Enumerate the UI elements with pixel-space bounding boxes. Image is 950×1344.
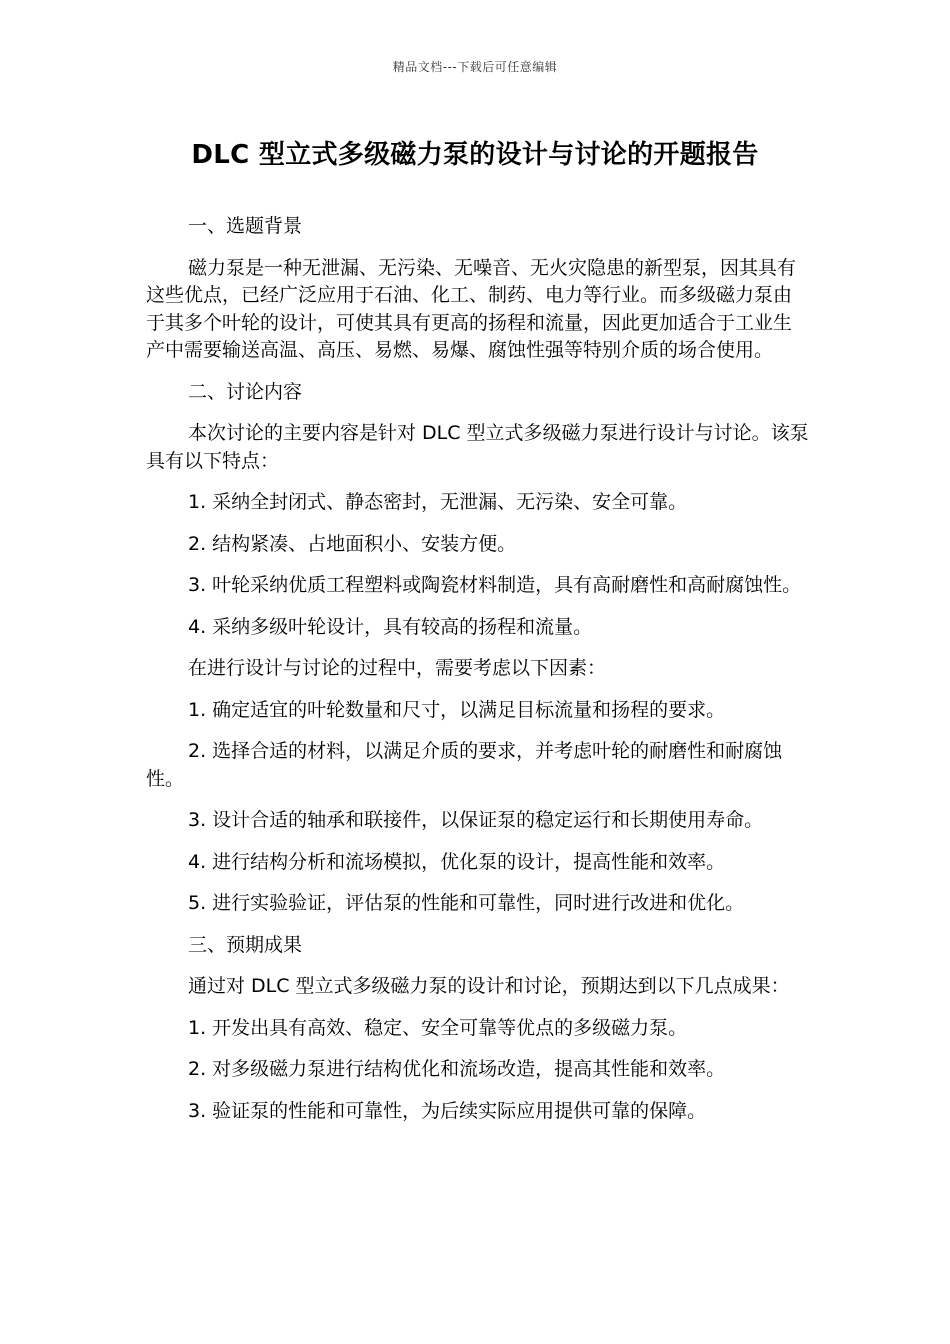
- section-heading: 二、讨论内容: [188, 380, 303, 403]
- paragraph: 2. 选择合适的材料，以满足介质的要求，并考虑叶轮的耐磨性和耐腐蚀性。: [146, 740, 783, 790]
- paragraph: 4. 采纳多级叶轮设计，具有较高的扬程和流量。: [188, 615, 593, 638]
- paragraph: 磁力泵是一种无泄漏、无污染、无噪音、无火灾隐患的新型泵，因其具有这些优点，已经广泛应用于石油、化工、制药、电力等行业。而多级磁力泵由于其多个叶轮的设计，可使其具有更高的扬程和流量，因此更加适合于工业生产中需要输送高温、高压、易燃、易爆、腐蚀性强等特别介质的场合使用。: [146, 256, 797, 361]
- paragraph: 2. 对多级磁力泵进行结构优化和流场改造，提高其性能和效率。: [188, 1058, 726, 1080]
- paragraph: 2. 结构紧凑、占地面积小、安装方便。: [188, 532, 517, 555]
- paragraph: 5. 进行实验验证，评估泵的性能和可靠性，同时进行改进和优化。: [188, 892, 745, 914]
- paragraph: 4. 进行结构分析和流场模拟，优化泵的设计，提高性能和效率。: [188, 850, 726, 873]
- paragraph: 1. 开发出具有高效、稳定、安全可靠等优点的多级磁力泵。: [188, 1016, 688, 1039]
- section-heading: 三、预期成果: [188, 933, 303, 956]
- paragraph: 3. 验证泵的性能和可靠性，为后续实际应用提供可靠的保障。: [188, 1099, 707, 1122]
- page-header: 精品文档---下载后可任意编辑: [392, 60, 558, 74]
- paragraph: 3. 叶轮采纳优质工程塑料或陶瓷材料制造，具有高耐磨性和高耐腐蚀性。: [188, 574, 802, 596]
- document-title: DLC 型立式多级磁力泵的设计与讨论的开题报告: [191, 140, 759, 170]
- paragraph: 1. 采纳全封闭式、静态密封，无泄漏、无污染、安全可靠。: [188, 491, 688, 513]
- document-body: [146, 213, 810, 1139]
- paragraph: 1. 确定适宜的叶轮数量和尺寸，以满足目标流量和扬程的要求。: [188, 698, 726, 721]
- paragraph: 通过对 DLC 型立式多级磁力泵的设计和讨论，预期达到以下几点成果：: [188, 975, 790, 997]
- paragraph: 本次讨论的主要内容是针对 DLC 型立式多级磁力泵进行设计与讨论。该泵具有以下特点：: [146, 422, 809, 472]
- paragraph: 3. 设计合适的轴承和联接件，以保证泵的稳定运行和长期使用寿命。: [188, 809, 764, 831]
- paragraph: 在进行设计与讨论的过程中，需要考虑以下因素：: [188, 657, 607, 679]
- section-heading: 一、选题背景: [188, 215, 303, 237]
